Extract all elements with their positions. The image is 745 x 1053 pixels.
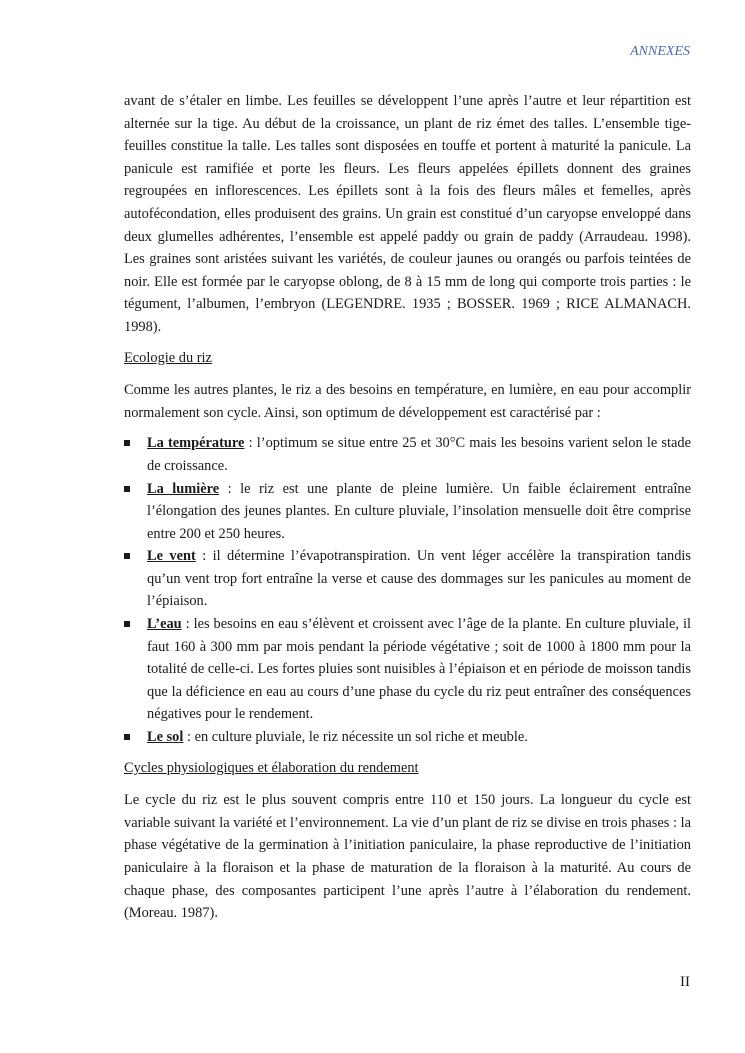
- square-bullet-icon: [124, 440, 130, 446]
- intro-paragraph: avant de s’étaler en limbe. Les feuilles se développent l’une après l’autre et leur répartition est alternée sur la tige. Au début de la croissance, un plant de riz émet des talles. L’ensemble tige-feuilles constitue la talle. Les talles sont disposées en touffe et portent à maturité la panicule. La panicule est ramifiée et porte les fleurs. Les fleurs appelées épillets donnent des graines regroupées en inflorescences. Les épillets sont à la fois des fleurs mâles et femelles, après autofécondation, elles produisent des grains. Un grain est constitué d’un caryopse enveloppé dans deux glumelles adhérentes, l’ensemble est appelé paddy ou grain de paddy (Arraudeau. 1998). Les graines sont aristées suivant les variétés, de couleur jaunes ou orangés ou parfois teintées de noir. Elle est formée par le caryopse oblong, de 8 à 15 mm de long qui comporte trois parties : le tégument, l’albumen, l’embryon (LEGENDRE. 1935 ; BOSSER. 1969 ; RICE ALMANACH. 1998).: [124, 93, 691, 335]
- list-item: [124, 545, 691, 613]
- list-item-term: La lumière: [147, 480, 220, 497]
- list-item-term: Le sol: [147, 729, 184, 746]
- square-bullet-icon: [124, 486, 130, 492]
- list-item-term: Le vent: [147, 548, 196, 565]
- list-item-term: La température: [147, 435, 245, 452]
- section-heading-cycles: Cycles physiologiques et élaboration du rendement: [124, 759, 419, 776]
- list-item: [124, 432, 691, 477]
- list-item-text: : il détermine l’évapotranspiration. Un vent léger accélère la transpiration tandis qu’un vent trop fort entraîne la verse et cause des dommages sur les panicules au moment de l’épiaison.: [147, 548, 691, 610]
- list-item: [124, 613, 691, 726]
- page-number: II: [680, 974, 690, 990]
- ecology-intro-paragraph: Comme les autres plantes, le riz a des besoins en température, en lumière, en eau pour accomplir normalement son cycle. Ainsi, son optimum de développement est caractérisé par :: [124, 382, 691, 421]
- cycles-paragraph: Le cycle du riz est le plus souvent compris entre 110 et 150 jours. La longueur du cycle est variable suivant la variété et l’environnement. La vie d’un plant de riz se divise en trois phases : la phase végétative de la germination à l’initiation paniculaire, la phase reproductive de l’initiation paniculaire à la floraison et la phase de maturation de la floraison à la maturité. Au cours de chaque phase, des composantes participent l’une après l’autre à l’élaboration du rendement. (Moreau. 1987).: [124, 792, 691, 922]
- square-bullet-icon: [124, 553, 130, 559]
- list-item: [124, 726, 691, 749]
- list-item-text: : le riz est une plante de pleine lumière. Un faible éclairement entraîne l’élongation des jeunes plantes. En culture pluviale, l’insolation mensuelle doit être comprise entre 200 et 250 heures.: [147, 480, 691, 542]
- document-body: [124, 90, 691, 933]
- square-bullet-icon: [124, 621, 130, 627]
- square-bullet-icon: [124, 734, 130, 740]
- list-item-text: : en culture pluviale, le riz nécessite un sol riche et meuble.: [183, 729, 528, 746]
- list-item-text: : les besoins en eau s’élèvent et croissent avec l’âge de la plante. En culture pluviale, il faut 160 à 300 mm par mois pendant la période végétative ; soit de 1000 à 1800 mm pour la totalité de celle-ci. Les fortes pluies sont nuisibles à l’épiaison et en période de moisson tandis que la déficience en eau au cours d’une phase du cycle du riz peut entraîner des conséquences négatives pour le rendement.: [147, 616, 691, 723]
- requirements-list: [124, 432, 691, 748]
- list-item: [124, 478, 691, 546]
- list-item-text: : l’optimum se situe entre 25 et 30°C mais les besoins varient selon le stade de croissance.: [147, 435, 692, 474]
- list-item-term: L’eau: [147, 616, 182, 633]
- running-header: ANNEXES: [630, 44, 690, 59]
- section-heading-ecologie: Ecologie du riz: [124, 349, 212, 366]
